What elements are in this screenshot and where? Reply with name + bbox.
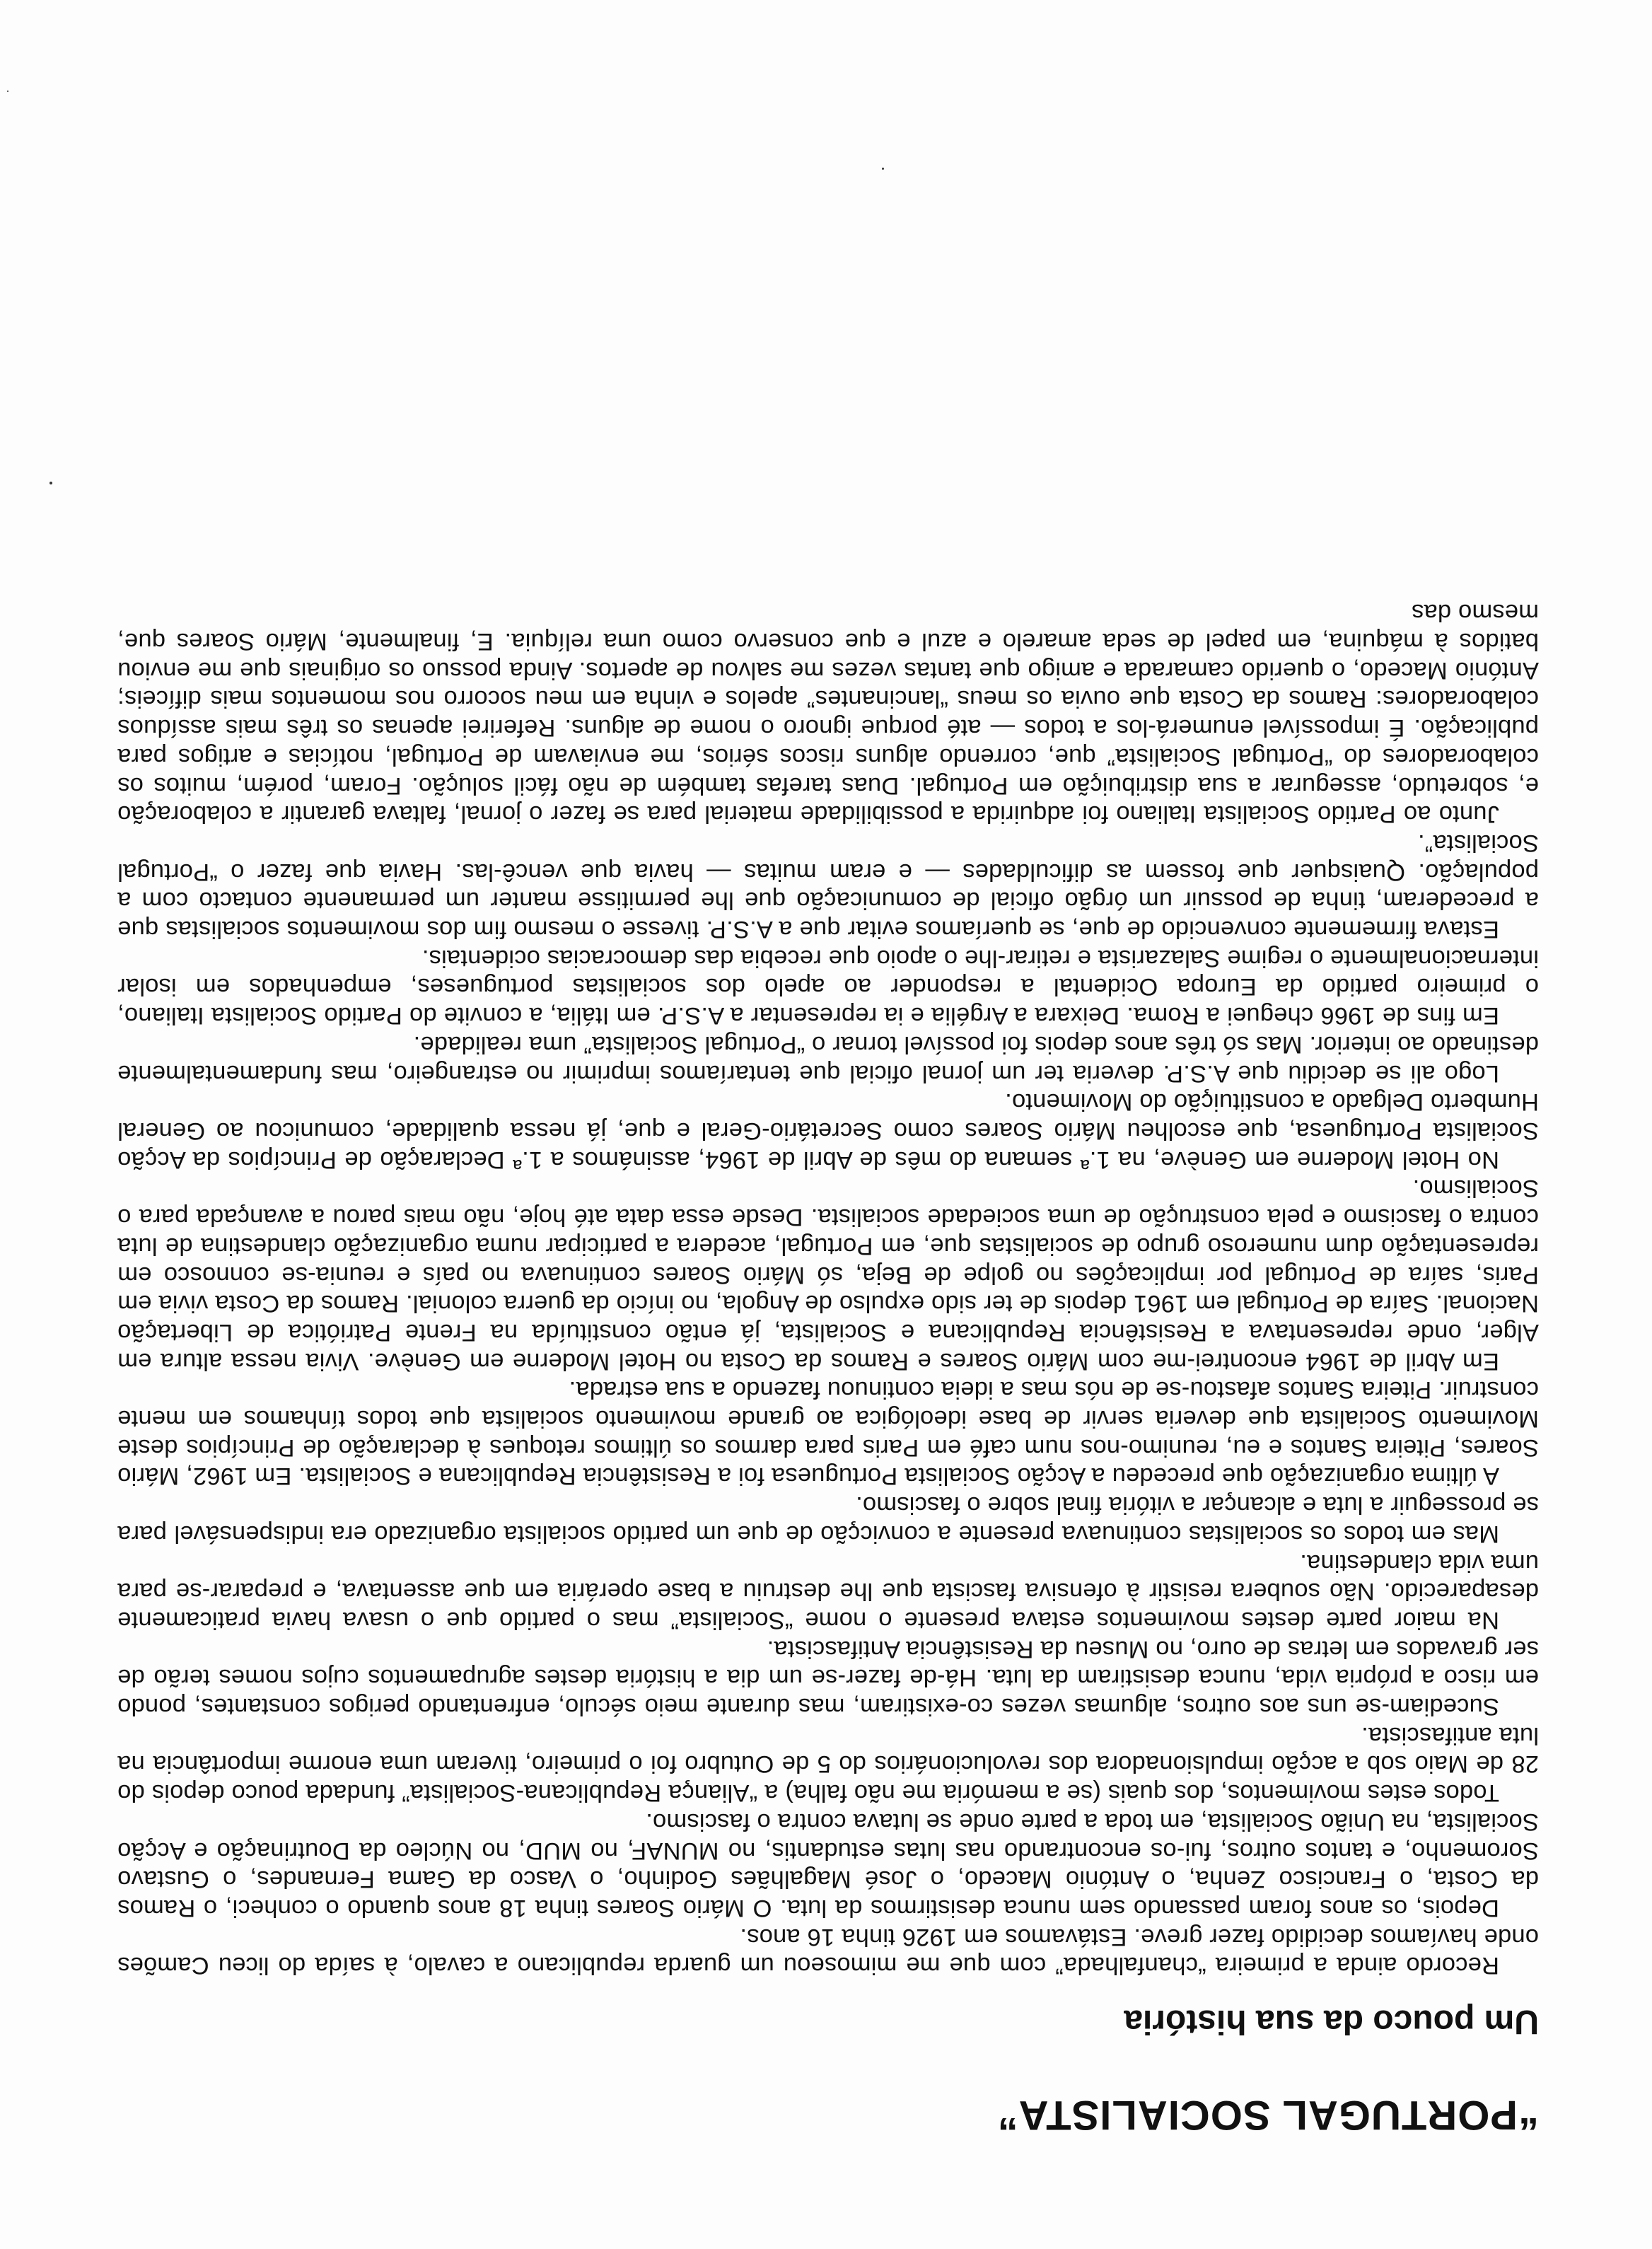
body-paragraph: No Hotel Moderne em Genève, na 1.ª semana do mês de Abril de 1964, assinámos a 1.ª Declaração de Princípios da Acção Socialista Portuguesa, que escolheu Mário Soares como Secretário-Geral e que, já nessa qualidade, comunicou ao General Humberto Delgado a constituição do Movimento.: [117, 1088, 1539, 1173]
body-paragraph: Logo ali se decidiu que A.S.P. deveria ter um jornal oficial que tentaríamos imprimir no estrangeiro, mas fundamentalmente destinado ao interior. Mas só três anos depois foi possível tornar o “Portugal Socialista” uma realidade.: [117, 1030, 1539, 1087]
body-paragraph: Em fins de 1966 cheguei a Roma. Deixara a Argélia e ia representar a A.S.P. em Itália, a convite do Partido Socialista Italiano, o primeiro partido da Europa Ocidental a responder ao apelo dos socialistas portugueses, empenhados em isolar internacionalmente o regime Salazarista e retirar-lhe o apoio que recebia das democracias ocidentais.: [117, 944, 1539, 1030]
article-body: [117, 598, 1539, 1980]
body-paragraph: Recordo ainda a primeira “chanfalhada” com que me mimoseou um guarda republicano a cavalo, à saída do liceu Camões onde havíamos decidido fazer greve. Estávamos em 1926 tinha 16 anos.: [117, 1923, 1539, 1980]
body-paragraph: A última organização que precedeu a Acção Socialista Portuguesa foi a Resistência Republicana e Socialista. Em 1962, Mário Soares, Piteira Santos e eu, reunimo-nos num café em Paris para darmos os últimos retoques à declaração de Princípios deste Movimento Socialista que deveria servir de base ideológica ao grande movimento socialista que todos tínhamos em mente construir. Piteira Santos afastou-se de nós mas a ideia continuou fazendo a sua estrada.: [117, 1376, 1539, 1490]
article-title: “PORTUGAL SOCIALISTA”: [996, 2092, 1539, 2138]
article-subtitle: Um pouco da sua história: [1124, 2003, 1539, 2041]
body-paragraph: Sucediam-se uns aos outros, algumas vezes co-existiram, mas durante meio século, enfrentando perigos constantes, pondo em risco a própria vida, nunca desistiram da luta. Há-de fazer-se um dia a história destes agrupamentos cujos nomes terão de ser gravados em letras de ouro, no Museu da Resistência Antifascista.: [117, 1635, 1539, 1721]
body-paragraph: Em Abril de 1964 encontrei-me com Mário Soares e Ramos da Costa no Hotel Moderne em Genève. Vivia nessa altura em Alger, onde representava a Resistência Republicana e Socialista, já então constituída na Frente Patriótica de Libertação Nacional. Saíra de Portugal em 1961 depois de ter sido expulso de Angola, no início da guerra colonial. Ramos da Costa vivia em Paris, saíra de Portugal por implicações no golpe de Beja, só Mário Soares continuava no país e reunia-se connosco em representação dum numeroso grupo de socialistas que, em Portugal, acedera a participar numa organização clandestina de luta contra o fascismo e pela construção de uma sociedade socialista. Desde essa data até hoje, não mais parou a avançada para o Socialismo.: [117, 1175, 1539, 1375]
scan-speck: [50, 482, 52, 484]
article: [117, 598, 1539, 2137]
body-paragraph: Na maior parte destes movimentos estava presente o nome “Socialista” mas o partido que o usava havia praticamente desaparecido. Não soubera resistir à ofensiva fascista que lhe destruiu a base operária em que assentava, e preparar-se para uma vida clandestina.: [117, 1549, 1539, 1634]
scan-speck: [882, 168, 884, 170]
body-paragraph: Estava firmemente convencido de que, se queríamos evitar que a A.S.P. tivesse o mesmo fim dos movimentos socialistas que a precederam, tinha de possuir um órgão oficial de comunicação que lhe permitisse manter um permanente contacto com a população. Quaisquer que fossem as dificuldades — e eram muitas — havia que vencê-las. Havia que fazer o “Portugal Socialista”.: [117, 829, 1539, 943]
body-paragraph: Depois, os anos foram passando sem nunca desistirmos da luta. O Mário Soares tinha 18 anos quando o conheci, o Ramos da Costa, o Francisco Zenha, o António Macedo, o José Magalhães Godinho, o Vasco da Gama Fernandes, o Gustavo Soromenho, e tantos outros, fui-os encontrando nas lutas estudantis, no MUNAF, no MUD, no Núcleo da Doutrinação e Acção Socialista, na União Socialista, em toda a parte onde se lutava contra o fascismo.: [117, 1808, 1539, 1922]
body-paragraph: Mas em todos os socialistas continuava presente a convicção de que um partido socialista organizado era indispensável para se prosseguir a luta e alcançar a vitória final sobre o fascismo.: [117, 1492, 1539, 1547]
scan-speck: [7, 91, 8, 92]
body-paragraph: Todos estes movimentos, dos quais (se a memória me não falha) a “Aliança Republicana-Socialista” fundada pouco depois do 28 de Maio sob a acção impulsionadora dos revolucionários do 5 de Outubro foi o primeiro, tiveram uma enorme importância na luta antifascista.: [117, 1721, 1539, 1807]
body-paragraph: Junto ao Partido Socialista Italiano foi adquirida a possibilidade material para se fazer o jornal, faltava garantir a colaboração e, sobretudo, assegurar a sua distribuição em Portugal. Duas tarefas também de não fácil solução. Foram, porém, muitos os colaboradores do “Portugal Socialista” que, correndo alguns riscos sérios, me enviavam de Portugal, notícias e artigos para publicação. É impossível enumerá-los a todos — até porque ignoro o nome de alguns. Referirei apenas os três mais assíduos colaboradores: Ramos da Costa que ouvia os meus “lancinantes” apelos e vinha em meu socorro nos momentos mais difíceis; António Macedo, o querido camarada e amigo que tantas vezes me salvou de apertos. Ainda possuo os originais que me enviou batidos à máquina, em papel de seda amarelo e azul e que conservo como uma relíquia. E, finalmente, Mário Soares que, mesmo das: [117, 599, 1539, 828]
